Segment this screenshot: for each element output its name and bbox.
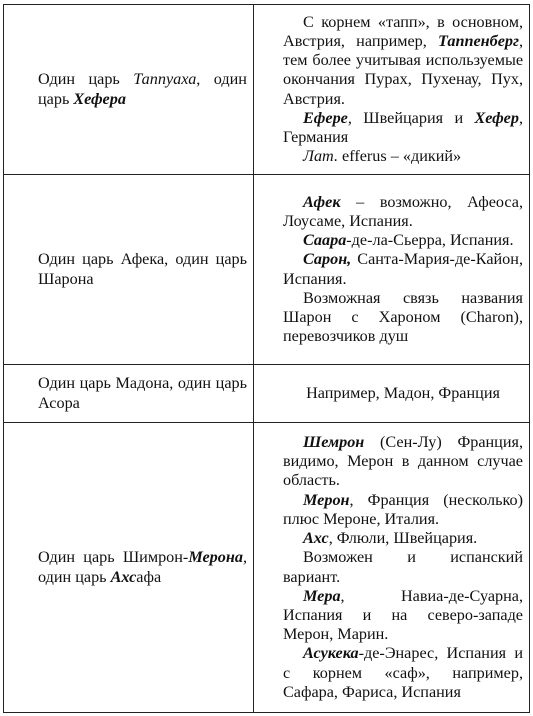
place-commentary-cell [254, 423, 530, 713]
king-description: Один царь Афека, один царь Шарона [38, 250, 247, 288]
commentary-paragraph: С корнем «тапп», в основном, Австрия, например, Таппенберг, тем более учитывая используемые окончания Пурах, Пухенау, Пух, Австрия. [283, 12, 523, 108]
place-commentary-cell [254, 175, 530, 365]
biblical-king-cell [4, 423, 254, 713]
place-name-emphasis: Мерона [188, 548, 243, 567]
commentary-paragraph: Афек – возможно, Афеоса, Лоусаме, Испания. [283, 192, 523, 230]
table-row [4, 423, 530, 713]
place-name-emphasis: Таппенберг [438, 31, 519, 50]
place-name-emphasis: Хефера [73, 89, 126, 108]
commentary-paragraph: Например, Мадон, Франция [306, 383, 500, 402]
commentary-paragraph: Сарон, Санта-Мария-де-Кайон, Испания. [283, 250, 523, 288]
commentary-paragraph: Саара-де-ла-Сьерра, Испания. [303, 231, 514, 250]
commentary-paragraph: Ахс, Флюли, Швейцария. [303, 529, 478, 548]
table-row [4, 175, 530, 365]
place-name-emphasis: Ахс [110, 567, 137, 586]
commentary-paragraph: Ефере, Швейцария и Хефер, Германия [283, 108, 523, 146]
document-table [3, 4, 530, 713]
commentary-paragraph: Шемрон (Сен-Лу) Франция, видимо, Мерон в данном случае область. [283, 433, 523, 490]
commentary-paragraph: Лат. efferus – «дикий» [303, 147, 462, 166]
place-name-emphasis: Сарон, [303, 250, 352, 269]
commentary-paragraph: Мерон, Франция (несколько) плюс Мероне, Италия. [283, 490, 523, 528]
biblical-king-cell [4, 175, 254, 365]
place-name-emphasis: Саара [303, 231, 347, 250]
commentary-paragraph: Возможен и испанский вариант. [283, 548, 523, 586]
place-name-emphasis: Ефере [303, 108, 348, 127]
place-name-emphasis: Афек [303, 192, 341, 211]
place-name-emphasis: Хефер [474, 108, 519, 127]
king-description: Один царь Шимрон-Мерона, один царь Ахсафа [38, 548, 247, 586]
commentary-paragraph: Возможная связь названия Шарон с Хароном (Charon), перевозчиков душ [283, 288, 523, 346]
place-commentary-cell [254, 365, 530, 423]
place-name-emphasis: Асукека [303, 644, 359, 663]
king-description: Один царь Таппуаха, один царь Хефера [38, 70, 247, 108]
biblical-king-cell [4, 5, 254, 175]
biblical-king-cell [4, 365, 254, 423]
place-commentary-cell [254, 5, 530, 175]
place-name-emphasis: Ахс [303, 529, 329, 548]
place-name-emphasis: Шемрон [303, 433, 365, 452]
italic-emphasis: Лат. [303, 147, 338, 166]
table-row [4, 365, 530, 423]
commentary-paragraph: Асукека-де-Энарес, Испания и с корнем «саф», например, Сафара, Фариса, Испания [283, 644, 523, 701]
king-description: Один царь Мадона, один царь Асора [38, 374, 247, 412]
place-name-emphasis: Мера [303, 586, 341, 605]
place-name-emphasis: Мерон [303, 490, 350, 509]
commentary-paragraph: Мера, Навиа-де-Суарна, Испания и на северо-западе Мерон, Марин. [283, 586, 523, 644]
italic-emphasis: Таппуаха [133, 70, 197, 89]
table-row [4, 5, 530, 175]
